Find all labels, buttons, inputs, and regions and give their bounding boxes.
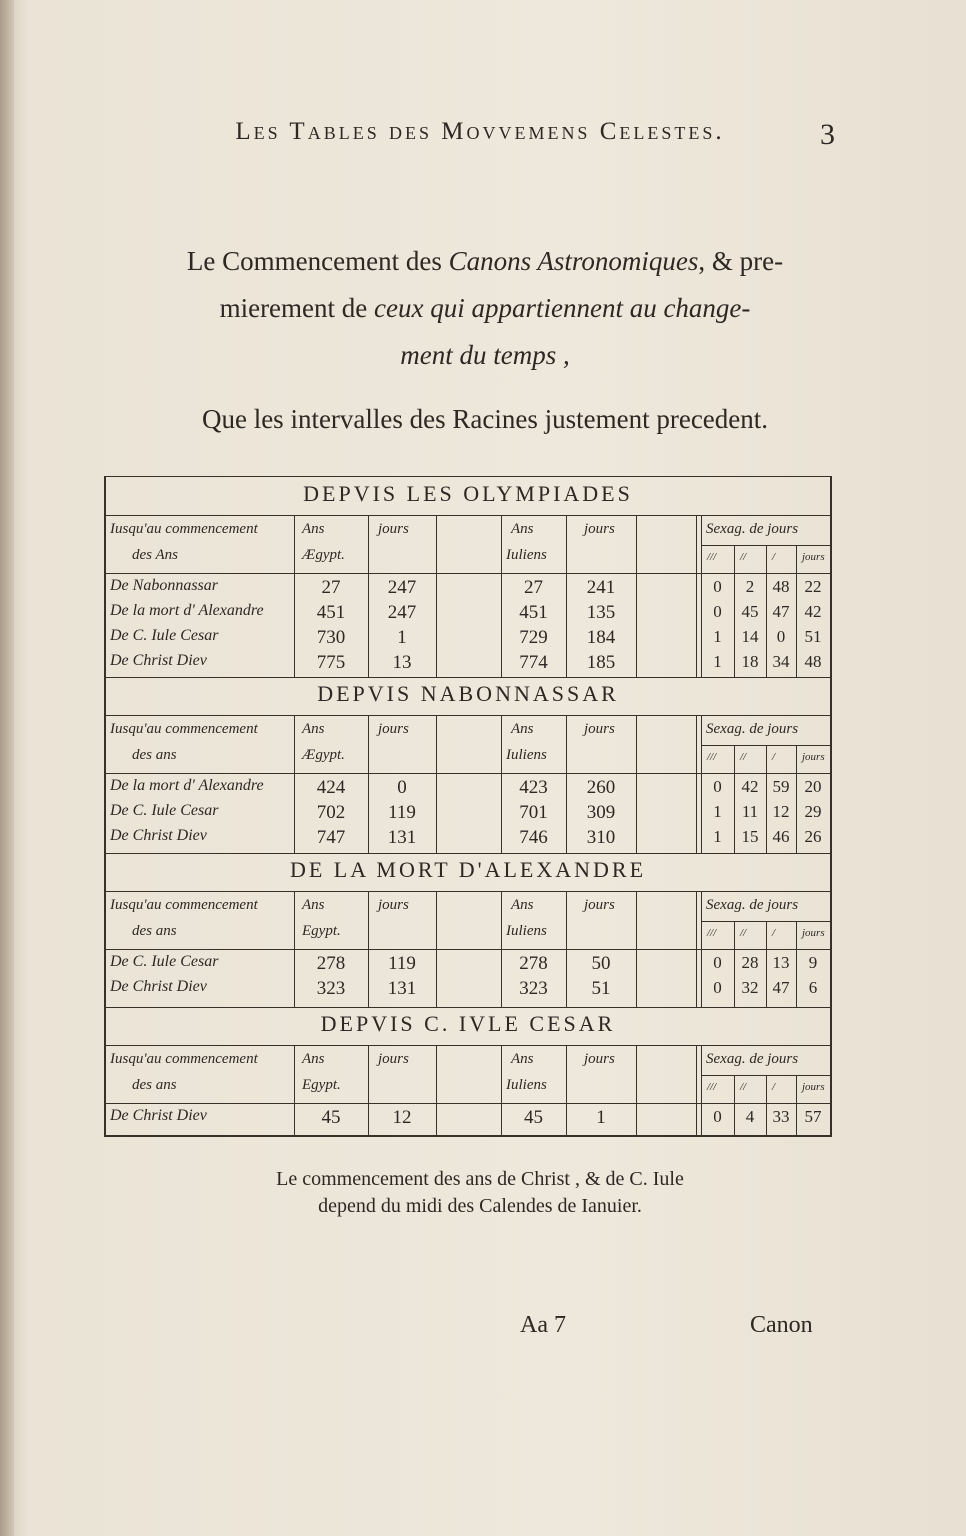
value-sexag-s2: 14: [741, 627, 759, 646]
value-ae-ans: 451: [316, 602, 346, 623]
header-des-ans: des ans: [132, 923, 177, 939]
value-sexag-s1: 47: [772, 978, 790, 997]
value-ae-jours: 13: [392, 652, 412, 673]
header-egypt: Egypt.: [302, 1077, 341, 1093]
header-rule: [106, 1103, 830, 1104]
section-heading: DE LA MORT D'ALEXANDRE: [289, 857, 647, 882]
row-label: De Christ Diev: [110, 978, 207, 995]
value-iu-jours: 185: [586, 652, 616, 673]
footer-line1: Le commencement des ans de Christ , & de C. Iule: [276, 1168, 684, 1190]
header-ans-iuliens: Ans: [511, 721, 534, 737]
value-sexag-s1: 46: [772, 827, 790, 846]
value-iu-jours: 310: [586, 827, 616, 848]
title-line3: ment du temps ,: [400, 340, 570, 370]
value-sexag-s2: 32: [741, 978, 759, 997]
signature-mark: Aa 7: [520, 1312, 566, 1338]
row-label: De Nabonnassar: [110, 577, 219, 594]
value-sexag-s3: 0: [713, 602, 722, 621]
header-sexag-sub: ///: [707, 927, 717, 939]
section-rule: [106, 1007, 830, 1008]
value-sexag-sj: 48: [804, 652, 822, 671]
header-ans-egypt: Ans: [302, 1051, 325, 1067]
header-sexag-sub: /: [772, 1081, 776, 1093]
header-des-ans: des Ans: [132, 547, 178, 563]
value-sexag-sj: 20: [804, 777, 822, 796]
value-sexag-s3: 0: [713, 1107, 722, 1126]
value-sexag-s2: 45: [741, 602, 759, 621]
value-ae-jours: 119: [388, 802, 416, 823]
title-line2b: ceux qui appartiennent au change-: [374, 293, 751, 323]
value-iu-jours: 184: [586, 627, 616, 648]
title-line1b: Canons Astronomiques: [448, 246, 699, 276]
footer-note: [150, 1166, 810, 1220]
header-sexag: Sexag. de jours: [706, 721, 799, 737]
header-iuliens: Iuliens: [506, 923, 547, 939]
header-jours: jours: [378, 897, 409, 913]
header-until: Iusqu'au commencement: [110, 897, 258, 913]
header-jours: jours: [378, 521, 409, 537]
value-sexag-s1: 33: [772, 1107, 790, 1126]
value-sexag-s3: 1: [713, 802, 722, 821]
header-egypt: Ægypt.: [302, 747, 345, 763]
header-iuliens: Iuliens: [506, 1077, 547, 1093]
value-iu-ans: 746: [519, 827, 548, 848]
value-sexag-s2: 18: [741, 652, 759, 671]
page-number: 3: [820, 118, 835, 151]
footer-line2: depend du midi des Calendes de Ianuier.: [318, 1195, 642, 1217]
column-rule: [436, 515, 437, 677]
header-sexag: Sexag. de jours: [706, 1051, 799, 1067]
value-iu-ans: 729: [519, 627, 548, 648]
header-sexag-sub: jours: [802, 927, 825, 939]
value-sexag-s3: 0: [713, 777, 722, 796]
value-iu-jours: 1: [596, 1107, 606, 1128]
value-iu-ans: 27: [524, 577, 543, 598]
heading-rule: [106, 715, 830, 716]
header-sexag-sub: /: [772, 927, 776, 939]
header-rule: [106, 773, 830, 774]
header-sexag-sub: //: [740, 927, 747, 939]
table-section: [106, 677, 830, 853]
value-iu-jours: 241: [586, 577, 616, 598]
value-ae-jours: 12: [392, 1107, 412, 1128]
header-jours: jours: [378, 1051, 409, 1067]
value-iu-jours: 260: [586, 777, 616, 798]
heading-rule: [106, 891, 830, 892]
header-ans-egypt: Ans: [302, 897, 325, 913]
value-sexag-sj: 57: [804, 1107, 822, 1126]
header-iuliens: Iuliens: [506, 547, 547, 563]
value-sexag-s3: 1: [713, 652, 722, 671]
value-iu-ans: 45: [524, 1107, 543, 1128]
section-heading: DEPVIS LES OLYMPIADES: [303, 481, 633, 506]
section-rule: [106, 853, 830, 854]
row-label: De la mort d' Alexandre: [110, 602, 264, 619]
value-ae-ans: 730: [316, 627, 346, 648]
value-ae-ans: 278: [316, 953, 346, 974]
row-label: De Christ Diev: [110, 827, 207, 844]
heading-rule: [106, 515, 830, 516]
value-iu-jours: 135: [586, 602, 616, 623]
column-rule: [436, 891, 437, 1007]
header-sexag: Sexag. de jours: [706, 897, 799, 913]
value-sexag-s2: 2: [745, 577, 755, 596]
header-sexag-sub: ///: [707, 551, 717, 563]
header-sexag-sub: ///: [707, 751, 717, 763]
value-sexag-s1: 47: [772, 602, 790, 621]
header-until: Iusqu'au commencement: [110, 721, 258, 737]
column-rule: [696, 715, 697, 853]
header-sexag-sub: jours: [802, 1081, 825, 1093]
header-des-ans: des ans: [132, 1077, 177, 1093]
value-iu-ans: 701: [519, 802, 548, 823]
header-ans-iuliens: Ans: [511, 897, 534, 913]
column-rule: [636, 1045, 637, 1135]
value-iu-ans: 278: [519, 953, 548, 974]
value-iu-ans: 451: [519, 602, 548, 623]
value-sexag-s2: 15: [741, 827, 759, 846]
header-jours: jours: [378, 721, 409, 737]
column-rule: [636, 515, 637, 677]
value-sexag-s2: 11: [741, 802, 759, 821]
column-rule: [436, 715, 437, 853]
header-until: Iusqu'au commencement: [110, 1051, 258, 1067]
row-label: De Christ Diev: [110, 652, 207, 669]
value-iu-jours: 51: [591, 978, 611, 999]
value-sexag-sj: 22: [804, 577, 822, 596]
value-sexag-sj: 9: [808, 953, 818, 972]
value-ae-jours: 119: [388, 953, 416, 974]
value-sexag-s1: 13: [772, 953, 790, 972]
value-iu-ans: 423: [519, 777, 548, 798]
table-section: [106, 853, 830, 1007]
row-label: De Christ Diev: [110, 1107, 207, 1124]
value-sexag-s2: 28: [741, 953, 759, 972]
value-sexag-s3: 0: [713, 978, 722, 997]
book-spine: [0, 0, 14, 1536]
header-egypt: Egypt.: [302, 923, 341, 939]
value-sexag-sj: 6: [808, 978, 818, 997]
subtitle: Que les intervalles des Racines justement precedent.: [201, 404, 769, 434]
value-sexag-sj: 29: [804, 802, 822, 821]
header-sexag-sub: jours: [802, 551, 825, 563]
table-section: [106, 477, 830, 677]
value-ae-jours: 247: [387, 577, 417, 598]
value-sexag-s1: 0: [776, 627, 786, 646]
astronomical-table: [104, 476, 832, 1137]
header-sexag-sub: ///: [707, 1081, 717, 1093]
header-until: Iusqu'au commencement: [110, 521, 258, 537]
header-egypt: Ægypt.: [302, 547, 345, 563]
header-sexag-sub: //: [740, 751, 747, 763]
row-label: De C. Iule Cesar: [110, 627, 219, 644]
value-sexag-sj: 42: [804, 602, 822, 621]
value-ae-ans: 702: [316, 802, 346, 823]
section-heading: DEPVIS C. IVLE CESAR: [320, 1011, 616, 1036]
value-sexag-s3: 0: [713, 953, 722, 972]
header-rule: [106, 949, 830, 950]
table-section: [106, 1007, 830, 1135]
title-line1c: , & pre-: [698, 246, 784, 276]
value-sexag-s3: 1: [713, 827, 722, 846]
header-sexag: Sexag. de jours: [706, 521, 799, 537]
value-ae-jours: 0: [397, 777, 407, 798]
header-ans-egypt: Ans: [302, 521, 325, 537]
value-ae-jours: 1: [397, 627, 407, 648]
header-rule: [106, 573, 830, 574]
value-sexag-s3: 0: [713, 577, 722, 596]
running-title: Les Tables des Movvemens Celestes.: [235, 118, 725, 145]
column-rule: [696, 1045, 697, 1135]
value-iu-ans: 323: [519, 978, 548, 999]
row-label: De la mort d' Alexandre: [110, 777, 264, 794]
value-sexag-sj: 26: [804, 827, 822, 846]
value-iu-jours: 309: [586, 802, 616, 823]
column-rule: [696, 891, 697, 1007]
value-sexag-sj: 51: [804, 627, 822, 646]
value-sexag-s2: 42: [741, 777, 759, 796]
value-ae-ans: 775: [316, 652, 346, 673]
value-sexag-s2: 4: [745, 1107, 755, 1126]
column-rule: [636, 715, 637, 853]
value-ae-jours: 247: [387, 602, 417, 623]
value-sexag-s1: 48: [772, 577, 790, 596]
header-sexag-sub: jours: [802, 751, 825, 763]
heading-rule: [106, 1045, 830, 1046]
row-label: De C. Iule Cesar: [110, 953, 219, 970]
header-jours-iuliens: jours: [584, 1051, 615, 1067]
page-title: [120, 238, 850, 379]
row-label: De C. Iule Cesar: [110, 802, 219, 819]
value-ae-ans: 45: [321, 1107, 341, 1128]
section-heading: DEPVIS NABONNASSAR: [317, 681, 619, 706]
value-ae-jours: 131: [387, 978, 417, 999]
column-rule: [436, 1045, 437, 1135]
value-ae-ans: 323: [316, 978, 346, 999]
value-ae-ans: 424: [316, 777, 346, 798]
header-sexag-sub: /: [772, 551, 776, 563]
value-sexag-s1: 12: [772, 802, 790, 821]
title-line1a: Le Commencement des: [186, 246, 449, 276]
value-sexag-s1: 34: [772, 652, 790, 671]
header-des-ans: des ans: [132, 747, 177, 763]
value-sexag-s1: 59: [772, 777, 790, 796]
header-sexag-sub: /: [772, 751, 776, 763]
title-line2a: mierement de: [219, 293, 375, 323]
catchword: Canon: [750, 1312, 813, 1338]
value-ae-ans: 747: [316, 827, 346, 848]
header-iuliens: Iuliens: [506, 747, 547, 763]
header-jours-iuliens: jours: [584, 521, 615, 537]
value-sexag-s3: 1: [713, 627, 722, 646]
header-ans-iuliens: Ans: [511, 521, 534, 537]
header-jours-iuliens: jours: [584, 721, 615, 737]
header-sexag-sub: //: [740, 551, 747, 563]
header-sexag-sub: //: [740, 1081, 747, 1093]
value-ae-jours: 131: [387, 827, 417, 848]
value-ae-ans: 27: [321, 577, 341, 598]
column-rule: [696, 515, 697, 677]
section-rule: [106, 677, 830, 678]
value-iu-ans: 774: [519, 652, 548, 673]
header-ans-egypt: Ans: [302, 721, 325, 737]
column-rule: [636, 891, 637, 1007]
header-ans-iuliens: Ans: [511, 1051, 534, 1067]
value-iu-jours: 50: [591, 953, 611, 974]
header-jours-iuliens: jours: [584, 897, 615, 913]
